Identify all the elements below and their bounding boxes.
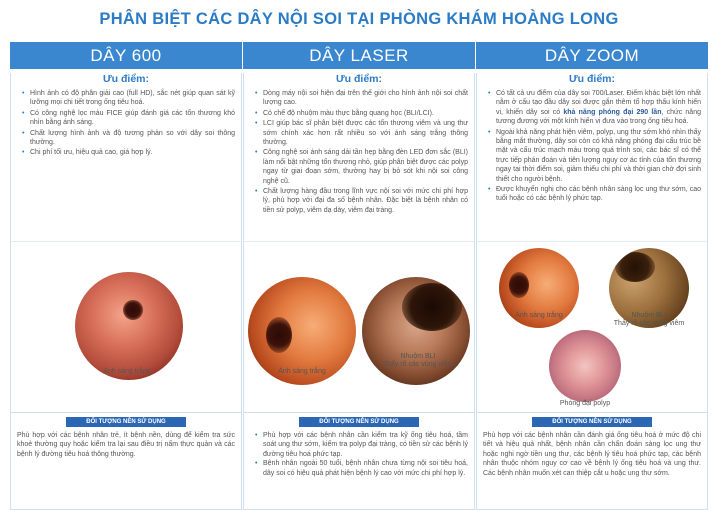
advantage-item: • Công nghệ soi ánh sáng dải tần hẹp bằng đèn LED đơn sắc (BLI) làm nổi bật những tổn thương nhỏ, giúp phân biệt được các polyp ngay từ giai đoạn sớm, thường hay bị bỏ sót khi nội soi công nghệ cũ. <box>263 148 468 186</box>
column-day-600 <box>10 42 242 510</box>
column-header: DÂY LASER <box>243 42 475 69</box>
image-caption: Ánh sáng trắng <box>278 368 326 375</box>
image-caption: Ánh sáng trắng <box>515 312 563 319</box>
advantage-item: • Có tất cả ưu điểm của dây soi 700/Laser. Điểm khác biệt lớn nhất nằm ở cấu tạo đầu dây soi được gắn thêm tổ hợp thấu kính hiển vi, khiến dây soi có khả năng phóng đại 290 lần, chức năng tương đương với một kính hiển vi đưa vào trong ống tiêu hoá. <box>496 89 701 127</box>
target-section <box>476 413 708 510</box>
target-section <box>243 413 475 510</box>
advantage-item: • Chất lượng hàng đầu trong lĩnh vực nội soi với mức chi phí hợp lý, phù hợp với đại đa số bệnh nhân. Đặc biệt là bệnh nhân có tiền sử polyp, viêm dạ dày, viêm đại tràng. <box>263 187 468 215</box>
target-badge: ĐỐI TƯỢNG NÊN SỬ DỤNG <box>532 417 652 427</box>
images-section <box>10 241 242 413</box>
images-section <box>243 241 475 413</box>
advantages-list <box>17 89 235 158</box>
image-caption: Thấy rõ các vùng viêm <box>382 361 454 368</box>
endoscopy-image-white-light <box>75 272 183 380</box>
advantage-item: • LCI giúp bác sĩ phân biệt được các tổn thương viêm và ung thư sớm chính xác hơn rất nhiều so với ánh sáng trắng thông thường. <box>263 119 468 147</box>
page-title: PHÂN BIỆT CÁC DÂY NỘI SOI TẠI PHÒNG KHÁM HOÀNG LONG <box>99 10 619 28</box>
target-item: • Phù hợp với các bệnh nhân cần kiểm tra kỹ ống tiêu hoá, tầm soát ung thư sớm, kiểm tra polyp đại tràng, có tiền sử các bệnh lý đường tiêu hoá phức tạp. <box>263 431 468 459</box>
image-caption: Thấy rõ các vùng viêm <box>613 320 685 327</box>
advantage-item: • Dòng máy nội soi hiện đại trên thế giới cho hình ảnh nội soi chất lượng cao. <box>263 89 468 108</box>
advantage-item: • Có công nghệ lọc màu FICE giúp đánh giá các tổn thương khó nhìn bằng ánh sáng. <box>30 109 235 128</box>
advantage-item: • Hình ảnh có độ phân giải cao (full HD), sắc nét giúp quan sát kỹ lưỡng mọi chi tiết trong ống tiêu hoá. <box>30 89 235 108</box>
advantages-section <box>10 73 242 241</box>
advantages-title: Ưu điểm: <box>568 73 616 85</box>
advantages-title: Ưu điểm: <box>335 73 383 85</box>
target-list <box>250 431 468 478</box>
advantages-list <box>250 89 468 215</box>
image-caption: Ánh sáng trắng <box>103 368 151 375</box>
target-section <box>10 413 242 510</box>
advantage-item: • Ngoài khả năng phát hiện viêm, polyp, ung thư sớm khó nhìn thấy bằng mắt thường, dây soi còn có khả năng phóng đại cấu trúc bề mặt và cấu trúc mạch máu trong quá trình soi, các bác sĩ có thể trực tiếp phán đoán và tiên lượng nguy cơ ác tính của tổn thương ngay tại thời điểm soi, giảm thiểu chi phí và thời gian chờ đợi sinh thiết cho người bệnh. <box>496 128 701 184</box>
advantages-list <box>483 89 701 204</box>
target-item: • Bệnh nhân ngoài 50 tuổi, bệnh nhân chưa từng nội soi tiêu hoá, dây soi có hiệu quả phát hiện bệnh lý cao với mức chi phí hợp lý. <box>263 459 468 478</box>
advantage-item: • Chất lượng hình ảnh và độ tương phản so với dây soi thông thường. <box>30 129 235 148</box>
advantage-item: • Có chế độ nhuộm màu thực bằng quang học (BLI/LCI). <box>263 109 468 118</box>
target-badge: ĐỐI TƯỢNG NÊN SỬ DỤNG <box>66 417 186 427</box>
endoscopy-image-magnified-polyp <box>549 330 621 402</box>
advantage-item: • Được khuyến nghị cho các bệnh nhân sàng lọc ung thư sớm, cao tuổi hoặc có các bệnh lý phức tạp. <box>496 185 701 204</box>
target-badge: ĐỐI TƯỢNG NÊN SỬ DỤNG <box>299 417 419 427</box>
column-day-zoom <box>476 42 708 510</box>
advantage-item: • Chi phí tối ưu, hiệu quả cao, giá hợp lý. <box>30 148 235 157</box>
advantages-section <box>476 73 708 241</box>
advantages-title: Ưu điểm: <box>102 73 150 85</box>
column-header: DÂY 600 <box>10 42 242 69</box>
images-section <box>476 241 708 413</box>
column-header: DÂY ZOOM <box>476 42 708 69</box>
target-text: Phù hợp với các bệnh nhân trẻ, ít bệnh nền, dùng để kiểm tra sức khoẻ thường quy hoặc kiểm tra lại sau điều trị nấm thực quản và các bệnh lý đường tiêu hoá thông thường. <box>17 432 235 458</box>
column-day-laser <box>243 42 475 510</box>
advantages-section <box>243 73 475 241</box>
image-caption: Phóng đại polyp <box>559 400 611 407</box>
target-text: Phù hợp với các bệnh nhân cần đánh giá ống tiêu hoá ở mức độ chi tiết và hiệu quả nhất, bệnh nhân cần chẩn đoán sàng lọc ung thư hoặc nghi ngờ tiền ung thư, các bệnh lý tiêu hoá phức tạp, các bệnh nhân thuộc nhóm nguy cơ cao về bệnh lý ống tiêu hoá và ung thư. Các bệnh nhân muốn xét can thiệp cắt u hoặc ung thư sớm. <box>483 432 701 477</box>
image-caption: Nhuộm BLI <box>400 353 436 360</box>
image-caption: Nhuộm BLI <box>631 312 667 319</box>
